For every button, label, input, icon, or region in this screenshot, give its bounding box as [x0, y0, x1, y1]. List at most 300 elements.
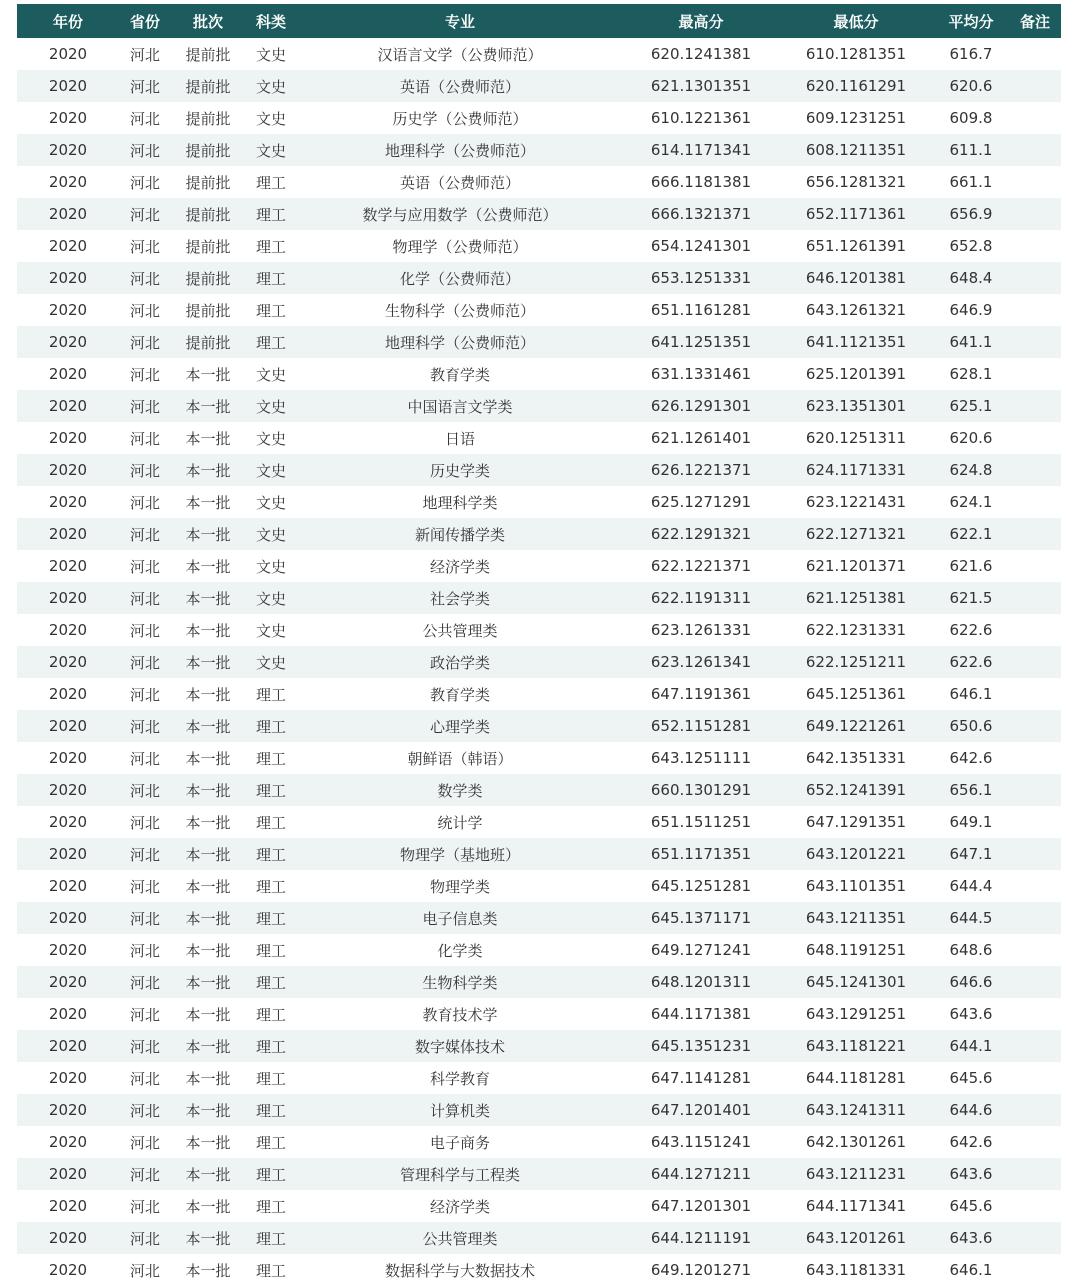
cell-province: 河北 — [119, 1062, 171, 1094]
cell-year: 2020 — [17, 102, 119, 134]
cell-major: 心理学类 — [297, 710, 623, 742]
cell-avg-score: 656.9 — [933, 198, 1009, 230]
cell-year: 2020 — [17, 1094, 119, 1126]
cell-note — [1009, 1094, 1061, 1126]
cell-min-score: 645.1241301 — [779, 966, 933, 998]
cell-note — [1009, 710, 1061, 742]
cell-max-score: 651.1171351 — [623, 838, 779, 870]
cell-province: 河北 — [119, 198, 171, 230]
cell-major: 社会学类 — [297, 582, 623, 614]
table-row — [17, 998, 1061, 1030]
cell-major: 数学与应用数学（公费师范） — [297, 198, 623, 230]
cell-batch: 提前批 — [171, 294, 245, 326]
cell-batch: 提前批 — [171, 102, 245, 134]
cell-min-score: 641.1121351 — [779, 326, 933, 358]
cell-avg-score: 616.7 — [933, 38, 1009, 70]
table-row — [17, 294, 1061, 326]
cell-batch: 提前批 — [171, 134, 245, 166]
cell-subject: 理工 — [245, 934, 297, 966]
cell-year: 2020 — [17, 1190, 119, 1222]
cell-max-score: 622.1191311 — [623, 582, 779, 614]
cell-major: 汉语言文学（公费师范） — [297, 38, 623, 70]
table-row — [17, 166, 1061, 198]
cell-province: 河北 — [119, 166, 171, 198]
cell-subject: 理工 — [245, 294, 297, 326]
cell-year: 2020 — [17, 678, 119, 710]
cell-batch: 本一批 — [171, 390, 245, 422]
cell-max-score: 610.1221361 — [623, 102, 779, 134]
cell-subject: 文史 — [245, 454, 297, 486]
cell-max-score: 621.1301351 — [623, 70, 779, 102]
cell-major: 科学教育 — [297, 1062, 623, 1094]
table-row — [17, 422, 1061, 454]
cell-year: 2020 — [17, 422, 119, 454]
cell-year: 2020 — [17, 38, 119, 70]
cell-avg-score: 609.8 — [933, 102, 1009, 134]
cell-min-score: 625.1201391 — [779, 358, 933, 390]
table-row — [17, 870, 1061, 902]
cell-max-score: 666.1321371 — [623, 198, 779, 230]
cell-year: 2020 — [17, 646, 119, 678]
cell-avg-score: 648.6 — [933, 934, 1009, 966]
cell-major: 数字媒体技术 — [297, 1030, 623, 1062]
table-row — [17, 198, 1061, 230]
cell-year: 2020 — [17, 550, 119, 582]
cell-max-score: 620.1241381 — [623, 38, 779, 70]
cell-province: 河北 — [119, 70, 171, 102]
cell-note — [1009, 454, 1061, 486]
cell-note — [1009, 774, 1061, 806]
table-row — [17, 550, 1061, 582]
cell-avg-score: 621.5 — [933, 582, 1009, 614]
cell-max-score: 643.1151241 — [623, 1126, 779, 1158]
table-row — [17, 1222, 1061, 1254]
table-row — [17, 774, 1061, 806]
cell-year: 2020 — [17, 358, 119, 390]
cell-batch: 本一批 — [171, 1158, 245, 1190]
cell-note — [1009, 486, 1061, 518]
cell-province: 河北 — [119, 422, 171, 454]
cell-subject: 文史 — [245, 518, 297, 550]
table-row — [17, 678, 1061, 710]
cell-note — [1009, 134, 1061, 166]
table-row — [17, 902, 1061, 934]
cell-avg-score: 649.1 — [933, 806, 1009, 838]
cell-avg-score: 644.1 — [933, 1030, 1009, 1062]
cell-province: 河北 — [119, 358, 171, 390]
cell-avg-score: 642.6 — [933, 742, 1009, 774]
cell-major: 物理学（基地班） — [297, 838, 623, 870]
cell-batch: 本一批 — [171, 806, 245, 838]
cell-max-score: 621.1261401 — [623, 422, 779, 454]
cell-avg-score: 642.6 — [933, 1126, 1009, 1158]
cell-avg-score: 644.6 — [933, 1094, 1009, 1126]
cell-major: 英语（公费师范） — [297, 166, 623, 198]
table-row — [17, 518, 1061, 550]
cell-major: 历史学类 — [297, 454, 623, 486]
table-row — [17, 582, 1061, 614]
cell-note — [1009, 1190, 1061, 1222]
cell-note — [1009, 870, 1061, 902]
cell-year: 2020 — [17, 166, 119, 198]
cell-avg-score: 661.1 — [933, 166, 1009, 198]
cell-province: 河北 — [119, 1158, 171, 1190]
cell-year: 2020 — [17, 1126, 119, 1158]
cell-max-score: 649.1201271 — [623, 1254, 779, 1286]
cell-max-score: 623.1261331 — [623, 614, 779, 646]
cell-major: 教育技术学 — [297, 998, 623, 1030]
cell-min-score: 643.1241311 — [779, 1094, 933, 1126]
cell-batch: 本一批 — [171, 774, 245, 806]
cell-subject: 文史 — [245, 390, 297, 422]
cell-note — [1009, 262, 1061, 294]
cell-note — [1009, 70, 1061, 102]
cell-province: 河北 — [119, 1030, 171, 1062]
cell-batch: 提前批 — [171, 262, 245, 294]
cell-max-score: 645.1371171 — [623, 902, 779, 934]
cell-batch: 本一批 — [171, 1222, 245, 1254]
cell-batch: 本一批 — [171, 1030, 245, 1062]
cell-batch: 本一批 — [171, 934, 245, 966]
cell-avg-score: 645.6 — [933, 1062, 1009, 1094]
cell-batch: 本一批 — [171, 550, 245, 582]
cell-year: 2020 — [17, 486, 119, 518]
cell-batch: 提前批 — [171, 326, 245, 358]
cell-max-score: 660.1301291 — [623, 774, 779, 806]
cell-avg-score: 644.4 — [933, 870, 1009, 902]
cell-major: 统计学 — [297, 806, 623, 838]
table-row — [17, 38, 1061, 70]
cell-major: 地理科学（公费师范） — [297, 326, 623, 358]
cell-major: 英语（公费师范） — [297, 70, 623, 102]
cell-subject: 理工 — [245, 710, 297, 742]
cell-province: 河北 — [119, 1190, 171, 1222]
table-row — [17, 614, 1061, 646]
cell-note — [1009, 582, 1061, 614]
cell-avg-score: 652.8 — [933, 230, 1009, 262]
cell-min-score: 644.1181281 — [779, 1062, 933, 1094]
cell-min-score: 648.1191251 — [779, 934, 933, 966]
cell-note — [1009, 230, 1061, 262]
cell-batch: 提前批 — [171, 38, 245, 70]
cell-major: 数据科学与大数据技术 — [297, 1254, 623, 1286]
cell-avg-score: 656.1 — [933, 774, 1009, 806]
table-header — [17, 4, 1061, 38]
table-row — [17, 1126, 1061, 1158]
cell-min-score: 642.1301261 — [779, 1126, 933, 1158]
cell-province: 河北 — [119, 678, 171, 710]
cell-note — [1009, 1254, 1061, 1286]
table-row — [17, 966, 1061, 998]
cell-min-score: 643.1181331 — [779, 1254, 933, 1286]
cell-subject: 文史 — [245, 646, 297, 678]
cell-province: 河北 — [119, 774, 171, 806]
cell-major: 中国语言文学类 — [297, 390, 623, 422]
cell-max-score: 626.1221371 — [623, 454, 779, 486]
cell-avg-score: 645.6 — [933, 1190, 1009, 1222]
cell-year: 2020 — [17, 454, 119, 486]
cell-min-score: 643.1261321 — [779, 294, 933, 326]
cell-avg-score: 624.8 — [933, 454, 1009, 486]
cell-subject: 文史 — [245, 358, 297, 390]
cell-batch: 本一批 — [171, 1062, 245, 1094]
cell-note — [1009, 902, 1061, 934]
cell-province: 河北 — [119, 550, 171, 582]
cell-year: 2020 — [17, 1158, 119, 1190]
cell-max-score: 653.1251331 — [623, 262, 779, 294]
table-row — [17, 326, 1061, 358]
cell-province: 河北 — [119, 454, 171, 486]
cell-avg-score: 643.6 — [933, 1222, 1009, 1254]
cell-year: 2020 — [17, 1254, 119, 1286]
cell-max-score: 645.1351231 — [623, 1030, 779, 1062]
cell-note — [1009, 614, 1061, 646]
cell-note — [1009, 806, 1061, 838]
cell-subject: 理工 — [245, 262, 297, 294]
admission-scores-table-wrapper — [17, 4, 1061, 1286]
cell-min-score: 609.1231251 — [779, 102, 933, 134]
cell-avg-score: 641.1 — [933, 326, 1009, 358]
cell-batch: 本一批 — [171, 1190, 245, 1222]
table-row — [17, 742, 1061, 774]
cell-max-score: 651.1511251 — [623, 806, 779, 838]
cell-note — [1009, 1222, 1061, 1254]
cell-major: 物理学类 — [297, 870, 623, 902]
table-body — [17, 38, 1061, 1286]
cell-min-score: 608.1211351 — [779, 134, 933, 166]
cell-province: 河北 — [119, 806, 171, 838]
table-row — [17, 1094, 1061, 1126]
cell-min-score: 652.1241391 — [779, 774, 933, 806]
cell-min-score: 643.1291251 — [779, 998, 933, 1030]
cell-province: 河北 — [119, 1094, 171, 1126]
cell-subject: 理工 — [245, 998, 297, 1030]
cell-batch: 本一批 — [171, 742, 245, 774]
cell-subject: 理工 — [245, 678, 297, 710]
cell-max-score: 626.1291301 — [623, 390, 779, 422]
cell-year: 2020 — [17, 710, 119, 742]
cell-major: 生物科学类 — [297, 966, 623, 998]
cell-min-score: 643.1201261 — [779, 1222, 933, 1254]
cell-province: 河北 — [119, 326, 171, 358]
cell-province: 河北 — [119, 294, 171, 326]
cell-year: 2020 — [17, 262, 119, 294]
cell-note — [1009, 646, 1061, 678]
cell-max-score: 622.1221371 — [623, 550, 779, 582]
cell-batch: 本一批 — [171, 486, 245, 518]
cell-major: 电子信息类 — [297, 902, 623, 934]
cell-year: 2020 — [17, 1030, 119, 1062]
cell-avg-score: 620.6 — [933, 70, 1009, 102]
cell-note — [1009, 422, 1061, 454]
cell-major: 新闻传播学类 — [297, 518, 623, 550]
cell-batch: 本一批 — [171, 902, 245, 934]
cell-subject: 文史 — [245, 102, 297, 134]
cell-subject: 理工 — [245, 198, 297, 230]
cell-batch: 本一批 — [171, 1126, 245, 1158]
cell-year: 2020 — [17, 614, 119, 646]
cell-province: 河北 — [119, 518, 171, 550]
cell-major: 教育学类 — [297, 678, 623, 710]
cell-year: 2020 — [17, 1222, 119, 1254]
cell-avg-score: 622.6 — [933, 646, 1009, 678]
cell-min-score: 643.1181221 — [779, 1030, 933, 1062]
cell-note — [1009, 550, 1061, 582]
cell-max-score: 614.1171341 — [623, 134, 779, 166]
cell-note — [1009, 102, 1061, 134]
cell-major: 日语 — [297, 422, 623, 454]
cell-batch: 本一批 — [171, 998, 245, 1030]
cell-year: 2020 — [17, 902, 119, 934]
cell-note — [1009, 358, 1061, 390]
cell-batch: 本一批 — [171, 358, 245, 390]
cell-year: 2020 — [17, 230, 119, 262]
cell-subject: 文史 — [245, 70, 297, 102]
cell-avg-score: 643.6 — [933, 1158, 1009, 1190]
cell-major: 数学类 — [297, 774, 623, 806]
cell-province: 河北 — [119, 1222, 171, 1254]
cell-province: 河北 — [119, 582, 171, 614]
cell-major: 生物科学（公费师范） — [297, 294, 623, 326]
cell-province: 河北 — [119, 102, 171, 134]
cell-max-score: 654.1241301 — [623, 230, 779, 262]
cell-batch: 本一批 — [171, 870, 245, 902]
table-row — [17, 486, 1061, 518]
cell-max-score: 666.1181381 — [623, 166, 779, 198]
cell-note — [1009, 38, 1061, 70]
cell-subject: 理工 — [245, 1222, 297, 1254]
header-max-score: 最高分 — [623, 4, 779, 38]
cell-province: 河北 — [119, 742, 171, 774]
cell-major: 教育学类 — [297, 358, 623, 390]
cell-note — [1009, 326, 1061, 358]
cell-min-score: 622.1251211 — [779, 646, 933, 678]
table-row — [17, 838, 1061, 870]
cell-min-score: 644.1171341 — [779, 1190, 933, 1222]
cell-min-score: 651.1261391 — [779, 230, 933, 262]
cell-note — [1009, 1126, 1061, 1158]
cell-province: 河北 — [119, 934, 171, 966]
cell-max-score: 625.1271291 — [623, 486, 779, 518]
cell-avg-score: 650.6 — [933, 710, 1009, 742]
cell-min-score: 642.1351331 — [779, 742, 933, 774]
cell-subject: 理工 — [245, 806, 297, 838]
cell-max-score: 622.1291321 — [623, 518, 779, 550]
cell-min-score: 620.1251311 — [779, 422, 933, 454]
cell-year: 2020 — [17, 134, 119, 166]
cell-year: 2020 — [17, 70, 119, 102]
cell-major: 政治学类 — [297, 646, 623, 678]
cell-avg-score: 647.1 — [933, 838, 1009, 870]
cell-subject: 理工 — [245, 230, 297, 262]
table-row — [17, 1030, 1061, 1062]
table-row — [17, 70, 1061, 102]
cell-max-score: 644.1171381 — [623, 998, 779, 1030]
cell-min-score: 621.1201371 — [779, 550, 933, 582]
cell-avg-score: 646.9 — [933, 294, 1009, 326]
cell-province: 河北 — [119, 134, 171, 166]
header-min-score: 最低分 — [779, 4, 933, 38]
table-row — [17, 262, 1061, 294]
cell-avg-score: 628.1 — [933, 358, 1009, 390]
cell-min-score: 620.1161291 — [779, 70, 933, 102]
header-batch: 批次 — [171, 4, 245, 38]
cell-year: 2020 — [17, 934, 119, 966]
cell-note — [1009, 742, 1061, 774]
cell-subject: 理工 — [245, 1094, 297, 1126]
cell-subject: 理工 — [245, 742, 297, 774]
cell-max-score: 647.1191361 — [623, 678, 779, 710]
admission-scores-table — [17, 4, 1061, 1286]
cell-year: 2020 — [17, 1062, 119, 1094]
cell-batch: 本一批 — [171, 1254, 245, 1286]
table-row — [17, 1062, 1061, 1094]
cell-subject: 理工 — [245, 1158, 297, 1190]
cell-max-score: 647.1201401 — [623, 1094, 779, 1126]
cell-province: 河北 — [119, 710, 171, 742]
cell-year: 2020 — [17, 742, 119, 774]
cell-major: 物理学（公费师范） — [297, 230, 623, 262]
cell-batch: 本一批 — [171, 710, 245, 742]
cell-note — [1009, 390, 1061, 422]
cell-min-score: 623.1221431 — [779, 486, 933, 518]
cell-subject: 理工 — [245, 870, 297, 902]
cell-subject: 理工 — [245, 1190, 297, 1222]
cell-subject: 文史 — [245, 422, 297, 454]
cell-batch: 本一批 — [171, 838, 245, 870]
cell-province: 河北 — [119, 870, 171, 902]
cell-avg-score: 624.1 — [933, 486, 1009, 518]
cell-subject: 文史 — [245, 550, 297, 582]
table-row — [17, 1190, 1061, 1222]
cell-subject: 文史 — [245, 582, 297, 614]
cell-min-score: 649.1221261 — [779, 710, 933, 742]
cell-batch: 提前批 — [171, 198, 245, 230]
cell-batch: 本一批 — [171, 646, 245, 678]
cell-min-score: 622.1231331 — [779, 614, 933, 646]
cell-max-score: 647.1141281 — [623, 1062, 779, 1094]
cell-note — [1009, 998, 1061, 1030]
cell-subject: 理工 — [245, 1062, 297, 1094]
table-row — [17, 230, 1061, 262]
cell-subject: 理工 — [245, 902, 297, 934]
cell-min-score: 643.1201221 — [779, 838, 933, 870]
cell-subject: 理工 — [245, 1126, 297, 1158]
cell-year: 2020 — [17, 390, 119, 422]
cell-min-score: 623.1351301 — [779, 390, 933, 422]
cell-province: 河北 — [119, 38, 171, 70]
cell-province: 河北 — [119, 230, 171, 262]
cell-province: 河北 — [119, 1254, 171, 1286]
cell-max-score: 631.1331461 — [623, 358, 779, 390]
cell-major: 历史学（公费师范） — [297, 102, 623, 134]
header-province: 省份 — [119, 4, 171, 38]
cell-batch: 本一批 — [171, 1094, 245, 1126]
cell-province: 河北 — [119, 966, 171, 998]
cell-major: 计算机类 — [297, 1094, 623, 1126]
cell-year: 2020 — [17, 870, 119, 902]
cell-batch: 本一批 — [171, 582, 245, 614]
cell-year: 2020 — [17, 326, 119, 358]
cell-year: 2020 — [17, 806, 119, 838]
cell-min-score: 610.1281351 — [779, 38, 933, 70]
cell-max-score: 649.1271241 — [623, 934, 779, 966]
table-row — [17, 934, 1061, 966]
cell-year: 2020 — [17, 294, 119, 326]
cell-min-score: 646.1201381 — [779, 262, 933, 294]
cell-batch: 本一批 — [171, 966, 245, 998]
table-row — [17, 1158, 1061, 1190]
